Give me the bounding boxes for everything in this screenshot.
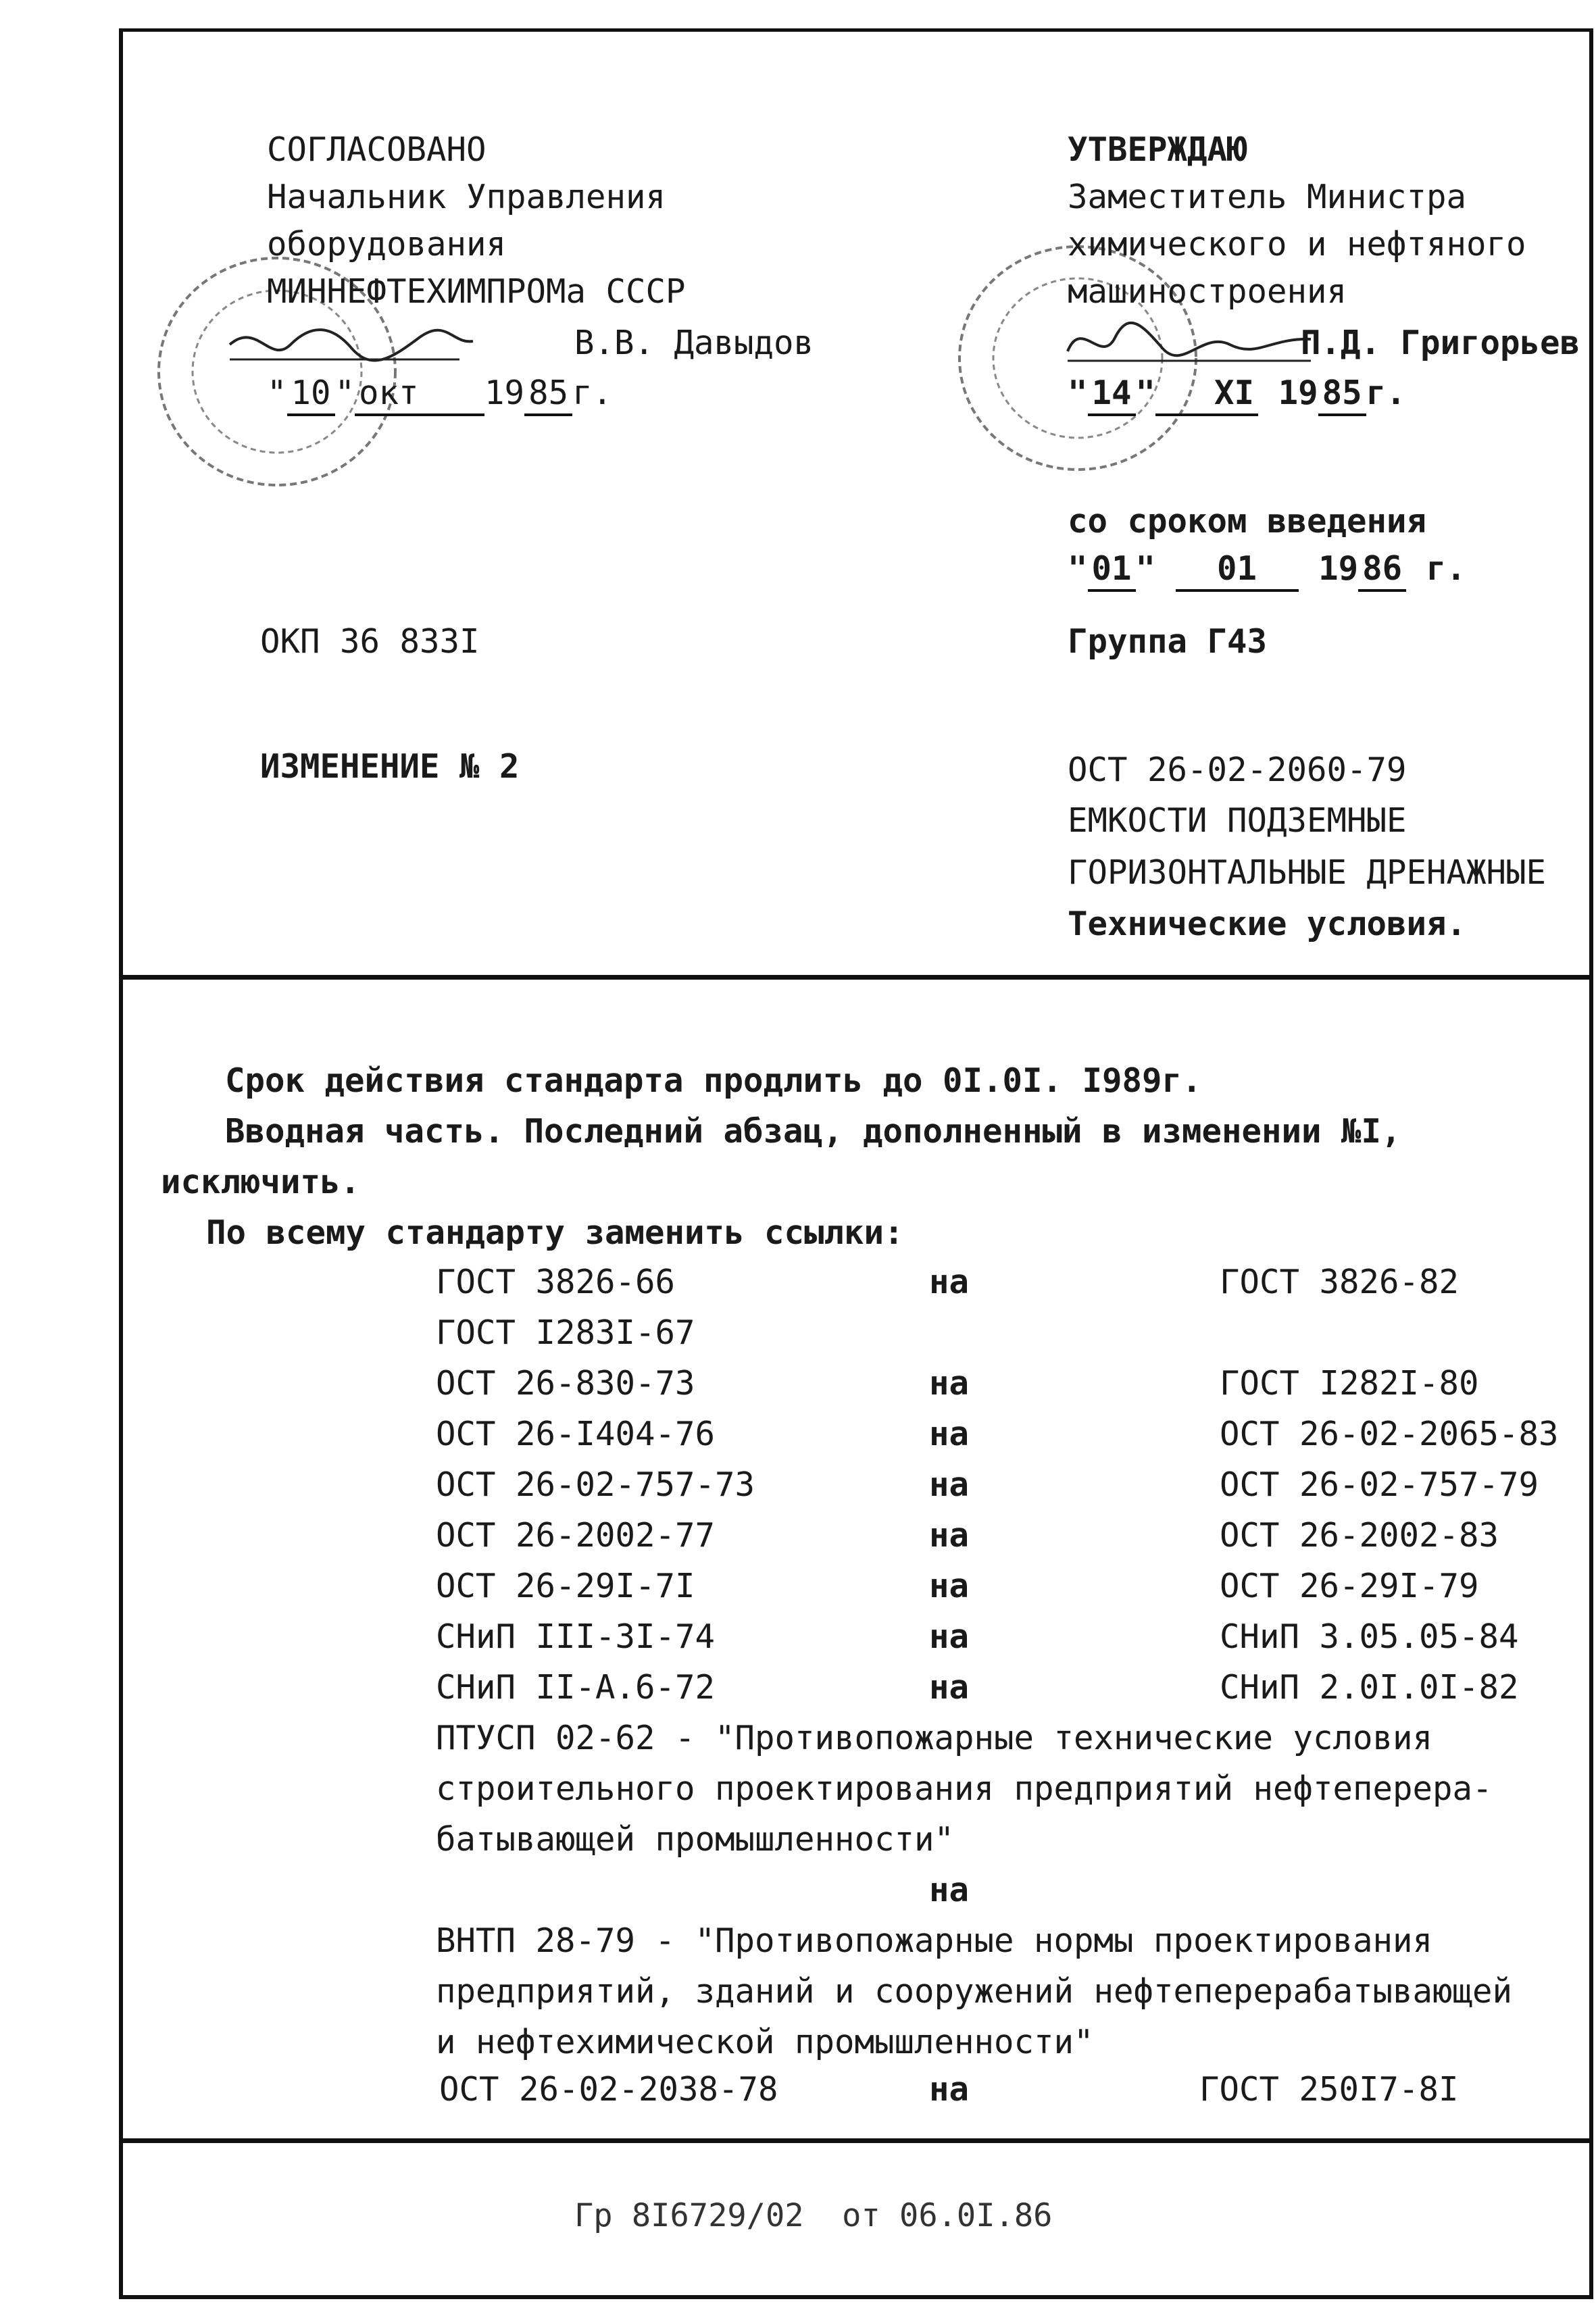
row-na: на bbox=[929, 1567, 970, 1605]
footer-registration: Гр 8I6729/02 от 06.0I.86 bbox=[574, 2197, 1053, 2234]
intro-date-year-suffix: 86 bbox=[1358, 549, 1406, 592]
change-title: ИЗМЕНЕНИЕ № 2 bbox=[260, 747, 520, 786]
row-old: ГОСТ I283I-67 bbox=[436, 1313, 695, 1352]
right-date-year-prefix: 19 bbox=[1278, 374, 1318, 412]
right-signer-name: П.Д. Григорьев bbox=[1301, 324, 1580, 362]
last-row-na: на bbox=[929, 2070, 970, 2109]
row-new: СНиП 2.0I.0I-82 bbox=[1220, 1668, 1519, 1707]
row-old: ОСТ 26-830-73 bbox=[436, 1364, 695, 1403]
body-paragraph-1: Срок действия стандарта продлить до 0I.0I. I989г. bbox=[225, 1061, 1202, 1100]
left-date-year-prefix: 19 bbox=[484, 374, 525, 412]
right-date-month: XI bbox=[1155, 373, 1258, 416]
row-new: ГОСТ I282I-80 bbox=[1220, 1364, 1479, 1403]
row-na: на bbox=[929, 1617, 970, 1656]
ptusp-line2: строительного проектирования предприятий нефтеперера- bbox=[436, 1769, 1493, 1808]
group-code: Группа Г43 bbox=[1068, 622, 1268, 661]
last-row-new: ГОСТ 250I7-8I bbox=[1199, 2070, 1459, 2109]
right-block-line1: Заместитель Министра bbox=[1068, 178, 1467, 216]
left-block-line3: МИННЕФТЕХИМПРОМа СССР bbox=[267, 272, 686, 311]
left-block-title: СОГЛАСОВАНО bbox=[267, 130, 487, 169]
right-date-day: 14 bbox=[1088, 373, 1136, 416]
row-na: на bbox=[929, 1364, 970, 1403]
na-center: на bbox=[929, 1871, 970, 1909]
right-block-title: УТВЕРЖДАЮ bbox=[1068, 130, 1247, 169]
right-date-g: г. bbox=[1366, 374, 1406, 412]
row-na: на bbox=[929, 1668, 970, 1707]
intro-label: со сроком введения bbox=[1068, 502, 1427, 540]
body-paragraph-2a: Вводная часть. Последний абзац, дополненный в изменении №I, bbox=[225, 1112, 1401, 1151]
row-na: на bbox=[929, 1263, 970, 1301]
row-new: ОСТ 26-2002-83 bbox=[1220, 1516, 1499, 1555]
left-signature bbox=[216, 318, 487, 372]
row-old: СНиП II-А.6-72 bbox=[436, 1668, 716, 1707]
standard-name-line1: ЕМКОСТИ ПОДЗЕМНЫЕ bbox=[1068, 801, 1407, 840]
right-date-year-suffix: 85 bbox=[1318, 373, 1366, 416]
right-block-line3: машиностроения bbox=[1068, 272, 1347, 311]
header-divider bbox=[119, 975, 1593, 980]
row-old: ОСТ 26-I404-76 bbox=[436, 1415, 716, 1453]
row-na: на bbox=[929, 1516, 970, 1555]
left-date-year-suffix: 85 bbox=[524, 373, 572, 416]
vntp-line1: ВНТП 28-79 - "Противопожарные нормы проектирования bbox=[436, 1921, 1433, 1960]
left-block-line1: Начальник Управления bbox=[267, 178, 666, 216]
row-na: на bbox=[929, 1415, 970, 1453]
left-approval-date: " 10 " окт 19 85 г. bbox=[267, 373, 612, 416]
row-old: СНиП III-3I-74 bbox=[436, 1617, 716, 1656]
intro-date-g: г. bbox=[1426, 549, 1466, 588]
row-new: СНиП 3.05.05-84 bbox=[1220, 1617, 1519, 1656]
row-old: ОСТ 26-2002-77 bbox=[436, 1516, 716, 1555]
row-old: ОСТ 26-02-757-73 bbox=[436, 1465, 755, 1504]
vntp-line2: предприятий, зданий и сооружений нефтеперерабатывающей bbox=[436, 1972, 1513, 2011]
row-na: на bbox=[929, 1465, 970, 1504]
vntp-line3: и нефтехимической промышленности" bbox=[436, 2023, 1094, 2061]
okp-code: ОКП 36 833I bbox=[260, 622, 480, 661]
standard-code: ОСТ 26-02-2060-79 bbox=[1068, 751, 1407, 789]
row-new: ОСТ 26-02-757-79 bbox=[1220, 1465, 1539, 1504]
intro-date-year-prefix: 19 bbox=[1318, 549, 1359, 588]
left-date-g: г. bbox=[572, 374, 613, 412]
body-paragraph-3: По всему стандарту заменить ссылки: bbox=[206, 1213, 904, 1252]
row-new: ГОСТ 3826-82 bbox=[1220, 1263, 1460, 1301]
left-signer-name: В.В. Давыдов bbox=[574, 324, 814, 362]
left-date-month: окт bbox=[355, 373, 484, 416]
ptusp-line1: ПТУСП 02-62 - "Противопожарные технические условия bbox=[436, 1719, 1433, 1757]
right-approval-date: " 14 " XI 19 85 г. bbox=[1068, 373, 1406, 416]
intro-date-month: 01 bbox=[1176, 549, 1299, 592]
right-signature bbox=[1054, 318, 1324, 372]
ptusp-line3: батывающей промышленности" bbox=[436, 1820, 955, 1859]
left-block-line2: оборудования bbox=[267, 225, 507, 263]
row-old: ГОСТ 3826-66 bbox=[436, 1263, 676, 1301]
standard-name-line3: Технические условия. bbox=[1068, 905, 1467, 943]
row-new: ОСТ 26-02-2065-83 bbox=[1220, 1415, 1559, 1453]
intro-date-day: 01 bbox=[1088, 549, 1136, 592]
left-date-day: 10 bbox=[287, 373, 335, 416]
last-row-old: ОСТ 26-02-2038-78 bbox=[439, 2070, 778, 2109]
row-old: ОСТ 26-29I-7I bbox=[436, 1567, 695, 1605]
standard-name-line2: ГОРИЗОНТАЛЬНЫЕ ДРЕНАЖНЫЕ bbox=[1068, 853, 1547, 892]
row-new: ОСТ 26-29I-79 bbox=[1220, 1567, 1479, 1605]
intro-date: " 01 " 01 19 86 г. bbox=[1068, 549, 1466, 592]
right-block-line2: химического и нефтяного bbox=[1068, 225, 1526, 263]
footer-divider bbox=[119, 2138, 1593, 2143]
body-paragraph-2b: исключить. bbox=[161, 1163, 361, 1201]
